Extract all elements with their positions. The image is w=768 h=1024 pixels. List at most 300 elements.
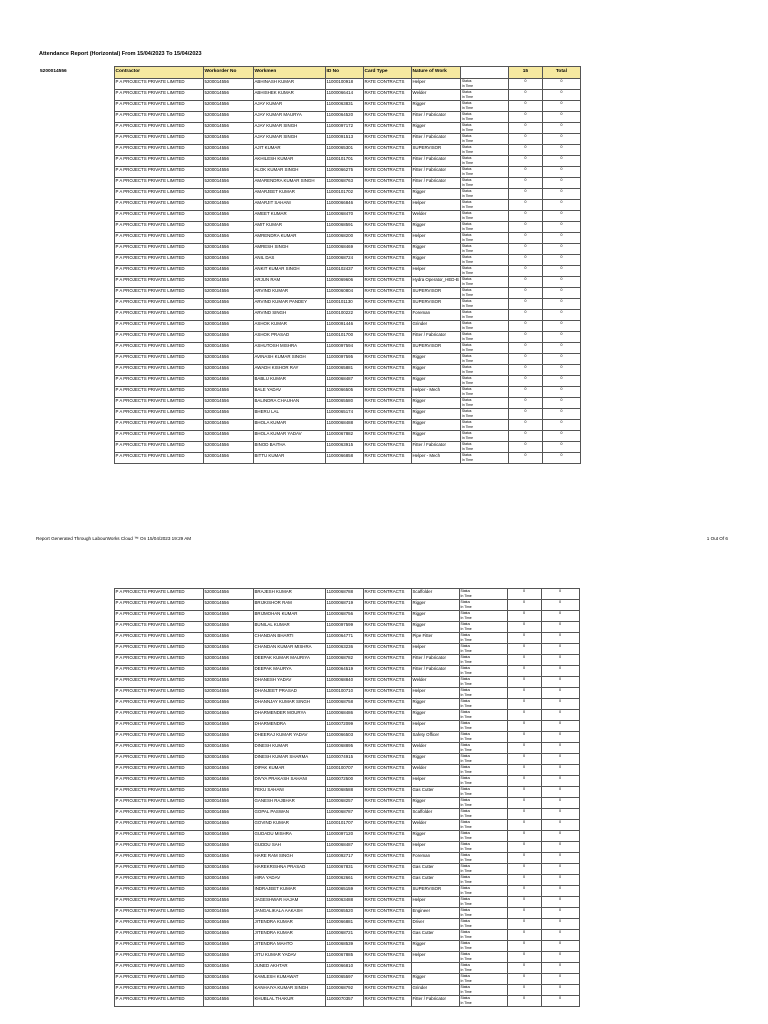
id-cell: 11000063488: [325, 897, 363, 908]
total-value-cell: [541, 622, 579, 633]
status-sub-label: In Time: [461, 447, 473, 451]
table-row: [39, 897, 579, 908]
workorder-group-cell: [39, 996, 114, 1007]
day-value-cell: [507, 996, 541, 1007]
workorder-cell: 5200014556: [203, 145, 253, 156]
total-value: 0: [560, 112, 563, 116]
workorder-cell: 5200014556: [203, 101, 253, 112]
workorder-group-cell: [39, 666, 114, 677]
total-value: 0: [560, 277, 563, 281]
status-sub-label: In Time: [461, 172, 473, 176]
contractor-cell: P A PROJECTS PRIVATE LIMITED: [114, 765, 203, 776]
report-footer: Report Generated Through LabourWorks Cloud ™ On 15/04/2023 19:29 AM: [36, 536, 192, 541]
status-label: Status: [461, 398, 472, 402]
status-sub-label: In Time: [461, 161, 473, 165]
day-value-cell: [507, 875, 541, 886]
status-cell: [459, 798, 507, 809]
total-value: 0: [558, 853, 562, 857]
workorder-cell: 5200014556: [203, 189, 253, 200]
status-sub-label: In Time: [460, 979, 472, 983]
status-sub-label: In Time: [461, 95, 473, 99]
card-type-cell: RATE CONTRACTS: [363, 332, 411, 343]
contractor-cell: P A PROJECTS PRIVATE LIMITED: [114, 897, 203, 908]
contractor-cell: P A PROJECTS PRIVATE LIMITED: [114, 820, 203, 831]
status-sub-label: In Time: [461, 271, 473, 275]
workorder-cell: 5200014556: [203, 611, 253, 622]
status-label: Status: [460, 732, 471, 736]
table-row: [39, 398, 580, 409]
contractor-cell: P A PROJECTS PRIVATE LIMITED: [114, 409, 203, 420]
card-type-cell: RATE CONTRACTS: [363, 754, 411, 765]
card-type-cell: RATE CONTRACTS: [363, 886, 411, 897]
status-cell: [459, 622, 507, 633]
workorder-group-cell: [39, 442, 114, 453]
status-cell: [459, 886, 507, 897]
nature-cell: Gas Cutter: [411, 864, 459, 875]
status-sub-label: In Time: [460, 858, 472, 862]
card-type-cell: RATE CONTRACTS: [363, 875, 411, 886]
workorder-cell: 5200014556: [203, 666, 253, 677]
table-row: [39, 787, 579, 798]
total-value: 0: [560, 409, 563, 413]
card-type-cell: RATE CONTRACTS: [363, 985, 411, 996]
day-value: 0: [522, 787, 526, 791]
status-sub-label: In Time: [460, 825, 472, 829]
day-value: 0: [524, 244, 527, 248]
status-sub-label: In Time: [461, 282, 473, 286]
card-type-cell: RATE CONTRACTS: [363, 90, 411, 101]
status-sub-label: In Time: [461, 260, 473, 264]
total-value-cell: [542, 200, 580, 211]
card-type-cell: RATE CONTRACTS: [363, 288, 411, 299]
total-value: 0: [560, 79, 563, 83]
status-sub-label: In Time: [460, 990, 472, 994]
card-type-cell: RATE CONTRACTS: [363, 343, 411, 354]
workorder-group-cell: [39, 453, 114, 464]
card-type-cell: RATE CONTRACTS: [363, 354, 411, 365]
card-type-cell: RATE CONTRACTS: [363, 398, 411, 409]
card-type-cell: RATE CONTRACTS: [363, 853, 411, 864]
total-value: 0: [560, 123, 563, 127]
status-sub-label: In Time: [461, 249, 473, 253]
total-value-cell: [542, 134, 580, 145]
attendance-table-page-1: [39, 66, 581, 464]
card-type-cell: RATE CONTRACTS: [363, 156, 411, 167]
id-cell: 11000066414: [325, 90, 363, 101]
status-label: Status: [461, 222, 472, 226]
contractor-cell: P A PROJECTS PRIVATE LIMITED: [114, 776, 203, 787]
status-sub-label: In Time: [461, 106, 473, 110]
workmen-cell: AWADH KISHOR RAY: [253, 365, 325, 376]
workmen-cell: ABHINASH KUMAR: [253, 79, 325, 90]
id-cell: 11000100918: [325, 79, 363, 90]
status-sub-label: In Time: [460, 594, 472, 598]
total-value: 0: [560, 145, 563, 149]
status-sub-label: In Time: [460, 781, 472, 785]
workorder-cell: 5200014556: [203, 963, 253, 974]
nature-cell: Pipe Fitter: [411, 633, 459, 644]
status-sub-label: In Time: [460, 814, 472, 818]
day-value-cell: [508, 420, 542, 431]
status-sub-label: In Time: [461, 84, 473, 88]
status-label: Status: [461, 442, 472, 446]
status-cell: [459, 842, 507, 853]
workorder-group-cell: [39, 886, 114, 897]
day-value: 0: [522, 875, 526, 879]
total-value: 0: [558, 655, 562, 659]
table-row: [39, 930, 579, 941]
total-value-cell: [542, 431, 580, 442]
status-label: Status: [461, 299, 472, 303]
total-value: 0: [560, 255, 563, 259]
card-type-cell: RATE CONTRACTS: [363, 123, 411, 134]
workorder-group-cell: [39, 600, 114, 611]
nature-cell: Fitter / Fabricator: [411, 442, 460, 453]
workorder-cell: 5200014556: [203, 409, 253, 420]
workmen-cell: BINOD BAITHA: [253, 442, 325, 453]
workorder-cell: 5200014556: [203, 332, 253, 343]
status-cell: [459, 996, 507, 1007]
card-type-cell: RATE CONTRACTS: [363, 622, 411, 633]
table-row: [39, 655, 579, 666]
status-sub-label: In Time: [460, 913, 472, 917]
status-cell: [459, 930, 507, 941]
day-value-cell: [508, 255, 542, 266]
total-value: 0: [558, 743, 562, 747]
workorder-cell: 5200014556: [203, 798, 253, 809]
contractor-cell: P A PROJECTS PRIVATE LIMITED: [114, 145, 203, 156]
day-value-cell: [507, 941, 541, 952]
total-value-cell: [541, 831, 579, 842]
card-type-cell: RATE CONTRACTS: [363, 732, 411, 743]
card-type-cell: RATE CONTRACTS: [363, 600, 411, 611]
total-value-cell: [541, 996, 579, 1007]
day-value: 0: [524, 343, 527, 347]
id-cell: 11000091513: [325, 134, 363, 145]
status-cell: [459, 710, 507, 721]
workmen-cell: DHANJEET PRASAD: [253, 688, 325, 699]
workorder-cell: 5200014556: [203, 721, 253, 732]
contractor-cell: P A PROJECTS PRIVATE LIMITED: [114, 908, 203, 919]
workmen-cell: BHOLA KUMAR YADAV: [253, 431, 325, 442]
workmen-cell: ARJUN RAM: [253, 277, 325, 288]
day-value: 0: [524, 167, 527, 171]
id-cell: 11000066810: [325, 963, 363, 974]
workorder-cell: 5200014556: [203, 233, 253, 244]
status-label: Status: [461, 376, 472, 380]
day-value-cell: [508, 123, 542, 134]
table-row: [39, 420, 580, 431]
status-cell: [459, 677, 507, 688]
status-cell: [460, 222, 508, 233]
status-cell: [460, 134, 508, 145]
day-value-cell: [507, 765, 541, 776]
card-type-cell: RATE CONTRACTS: [363, 952, 411, 963]
card-type-cell: RATE CONTRACTS: [363, 211, 411, 222]
id-cell: 11000068591: [325, 222, 363, 233]
workorder-group-cell: [39, 288, 114, 299]
card-type-cell: RATE CONTRACTS: [363, 941, 411, 952]
day-value: 0: [522, 622, 526, 626]
contractor-cell: P A PROJECTS PRIVATE LIMITED: [114, 453, 203, 464]
card-type-cell: RATE CONTRACTS: [363, 963, 411, 974]
day-value: 0: [522, 941, 526, 945]
status-sub-label: In Time: [460, 957, 472, 961]
workorder-group-cell: [39, 244, 114, 255]
id-cell: 11000097172: [325, 123, 363, 134]
total-value: 0: [558, 688, 562, 692]
total-value: 0: [560, 343, 563, 347]
id-cell: 11000101702: [325, 189, 363, 200]
status-cell: [460, 101, 508, 112]
workorder-cell: 5200014556: [203, 875, 253, 886]
day-value: 0: [522, 754, 526, 758]
header-workorder: Workorder No: [203, 67, 253, 79]
id-cell: 11000067885: [325, 952, 363, 963]
day-value-cell: [507, 864, 541, 875]
workmen-cell: BALINDRA CHAUHAN: [253, 398, 325, 409]
contractor-cell: P A PROJECTS PRIVATE LIMITED: [114, 398, 203, 409]
status-sub-label: In Time: [461, 293, 473, 297]
workorder-group-cell: [39, 710, 114, 721]
workmen-cell: ARVIND KUMAR PANDEY: [253, 299, 325, 310]
status-cell: [459, 908, 507, 919]
workmen-cell: GUDDU SAH: [253, 842, 325, 853]
card-type-cell: RATE CONTRACTS: [363, 387, 411, 398]
workmen-cell: BHERU LAL: [253, 409, 325, 420]
nature-cell: Rigger: [411, 431, 460, 442]
day-value-cell: [508, 409, 542, 420]
status-label: Status: [461, 409, 472, 413]
status-sub-label: In Time: [460, 891, 472, 895]
day-value: 0: [524, 431, 527, 435]
workmen-cell: DHANESH YADAV: [253, 677, 325, 688]
card-type-cell: RATE CONTRACTS: [363, 277, 411, 288]
day-value: 0: [524, 299, 527, 303]
workorder-group-cell: [39, 167, 114, 178]
workmen-cell: BRIJMOHAN KUMAR: [253, 611, 325, 622]
total-value: 0: [558, 754, 562, 758]
total-value-cell: [541, 974, 579, 985]
card-type-cell: RATE CONTRACTS: [363, 864, 411, 875]
status-cell: [459, 589, 507, 600]
table-row: [39, 112, 580, 123]
id-cell: 11000097599: [325, 622, 363, 633]
workmen-cell: AMARJEET KUMAR: [253, 189, 325, 200]
nature-cell: Hydra Operator_HED-B: [411, 277, 460, 288]
table-row: [39, 886, 579, 897]
contractor-cell: P A PROJECTS PRIVATE LIMITED: [114, 743, 203, 754]
status-label: Status: [460, 963, 471, 967]
day-value-cell: [508, 90, 542, 101]
workmen-cell: JUNED AKHTAR: [253, 963, 325, 974]
status-cell: [459, 985, 507, 996]
table-row: [39, 101, 580, 112]
id-cell: 11000068470: [325, 211, 363, 222]
status-label: Status: [461, 266, 472, 270]
nature-cell: Helper: [411, 233, 460, 244]
nature-cell: Fitter / Fabricator: [411, 996, 459, 1007]
header-id: ID No: [325, 67, 363, 79]
total-value: 0: [558, 996, 562, 1000]
workorder-cell: 5200014556: [203, 222, 253, 233]
id-cell: 11000066275: [325, 167, 363, 178]
total-value-cell: [541, 820, 579, 831]
day-value-cell: [507, 985, 541, 996]
status-label: Status: [460, 611, 471, 615]
table-row: [39, 622, 579, 633]
id-cell: 11000068487: [325, 376, 363, 387]
nature-cell: Scaffolder: [411, 809, 459, 820]
id-cell: 11000100222: [325, 310, 363, 321]
workorder-cell: 5200014556: [203, 941, 253, 952]
day-value: 0: [522, 820, 526, 824]
status-cell: [460, 310, 508, 321]
total-value: 0: [560, 354, 563, 358]
day-value: 0: [524, 145, 527, 149]
status-label: Status: [460, 787, 471, 791]
status-label: Status: [461, 101, 472, 105]
nature-cell: Fitter / Fabricator: [411, 332, 460, 343]
nature-cell: Helper: [411, 842, 459, 853]
status-sub-label: In Time: [460, 715, 472, 719]
card-type-cell: RATE CONTRACTS: [363, 167, 411, 178]
contractor-cell: P A PROJECTS PRIVATE LIMITED: [114, 985, 203, 996]
table-row: [39, 644, 579, 655]
day-value: 0: [524, 310, 527, 314]
nature-cell: Rigger: [411, 189, 460, 200]
day-value: 0: [524, 112, 527, 116]
workorder-cell: 5200014556: [203, 699, 253, 710]
workmen-cell: HAREKRISHNA PRASAD: [253, 864, 325, 875]
workorder-group-cell: [39, 90, 114, 101]
total-value-cell: [541, 930, 579, 941]
card-type-cell: RATE CONTRACTS: [363, 299, 411, 310]
workorder-group-cell: [39, 622, 114, 633]
table-row: [39, 189, 580, 200]
day-value-cell: [508, 453, 542, 464]
status-label: Status: [460, 831, 471, 835]
day-value-cell: [507, 809, 541, 820]
status-label: Status: [461, 255, 472, 259]
status-label: Status: [461, 178, 472, 182]
nature-cell: Driver: [411, 919, 459, 930]
table-row: [39, 387, 580, 398]
status-label: Status: [461, 332, 472, 336]
table-row: [39, 710, 579, 721]
workmen-cell: DINESH KUMAR SHARMA: [253, 754, 325, 765]
status-cell: [460, 200, 508, 211]
status-sub-label: In Time: [460, 638, 472, 642]
card-type-cell: RATE CONTRACTS: [363, 655, 411, 666]
table-row: [39, 721, 579, 732]
workorder-group-cell: [39, 644, 114, 655]
total-value-cell: [542, 376, 580, 387]
table-row: [39, 376, 580, 387]
workorder-cell: 5200014556: [203, 600, 253, 611]
status-label: Status: [460, 688, 471, 692]
workmen-cell: AMARJIT SAHANI: [253, 200, 325, 211]
workorder-cell: 5200014556: [203, 167, 253, 178]
day-value: 0: [524, 156, 527, 160]
total-value-cell: [542, 442, 580, 453]
day-value: 0: [522, 600, 526, 604]
id-cell: 11000074915: [325, 754, 363, 765]
total-value: 0: [560, 299, 563, 303]
workorder-group-cell: [39, 787, 114, 798]
workmen-cell: KANHAIYA KUMAR SINGH: [253, 985, 325, 996]
contractor-cell: P A PROJECTS PRIVATE LIMITED: [114, 112, 203, 123]
total-value-cell: [542, 310, 580, 321]
status-label: Status: [460, 952, 471, 956]
id-cell: 11000068840: [325, 677, 363, 688]
day-value-cell: [507, 589, 541, 600]
workorder-cell: 5200014556: [203, 919, 253, 930]
status-label: Status: [460, 809, 471, 813]
nature-cell: Fitter / Fabricator: [411, 666, 459, 677]
workorder-cell: 5200014556: [203, 655, 253, 666]
workorder-group-cell: [39, 919, 114, 930]
workorder-cell: 5200014556: [203, 211, 253, 222]
day-value-cell: [508, 365, 542, 376]
total-value-cell: [542, 332, 580, 343]
card-type-cell: RATE CONTRACTS: [363, 409, 411, 420]
workorder-cell: 5200014556: [203, 343, 253, 354]
contractor-cell: P A PROJECTS PRIVATE LIMITED: [114, 420, 203, 431]
id-cell: 11000064520: [325, 112, 363, 123]
nature-cell: Helper: [411, 688, 459, 699]
nature-cell: Fitter / Fabricator: [411, 178, 460, 189]
card-type-cell: RATE CONTRACTS: [363, 310, 411, 321]
total-value: 0: [560, 244, 563, 248]
contractor-cell: P A PROJECTS PRIVATE LIMITED: [114, 343, 203, 354]
day-value: 0: [524, 200, 527, 204]
contractor-cell: P A PROJECTS PRIVATE LIMITED: [114, 732, 203, 743]
contractor-cell: P A PROJECTS PRIVATE LIMITED: [114, 963, 203, 974]
nature-cell: Rigger: [411, 420, 460, 431]
total-value: 0: [558, 930, 562, 934]
table-row: [39, 200, 580, 211]
day-value: 0: [524, 123, 527, 127]
report-title: Attendance Report (Horizontal) From 15/04/2023 To 15/04/2023: [39, 51, 202, 57]
day-value: 0: [522, 974, 526, 978]
status-label: Status: [461, 145, 472, 149]
status-label: Status: [460, 677, 471, 681]
total-value-cell: [541, 732, 579, 743]
day-value: 0: [522, 765, 526, 769]
status-cell: [460, 398, 508, 409]
day-value: 0: [522, 776, 526, 780]
total-value: 0: [560, 376, 563, 380]
workorder-cell: 5200014556: [203, 633, 253, 644]
day-value-cell: [508, 134, 542, 145]
day-value-cell: [507, 831, 541, 842]
workorder-group-cell: [39, 101, 114, 112]
status-label: Status: [461, 321, 472, 325]
table-row: [39, 776, 579, 787]
workorder-cell: 5200014556: [203, 688, 253, 699]
workorder-cell: 5200014556: [203, 156, 253, 167]
total-value-cell: [541, 754, 579, 765]
status-sub-label: In Time: [461, 238, 473, 242]
status-cell: [459, 655, 507, 666]
day-value-cell: [507, 633, 541, 644]
status-sub-label: In Time: [461, 150, 473, 154]
nature-cell: Helper: [411, 266, 460, 277]
id-cell: 11000068200: [325, 233, 363, 244]
nature-cell: Scaffolder: [411, 589, 459, 600]
workorder-cell: 5200014556: [203, 908, 253, 919]
